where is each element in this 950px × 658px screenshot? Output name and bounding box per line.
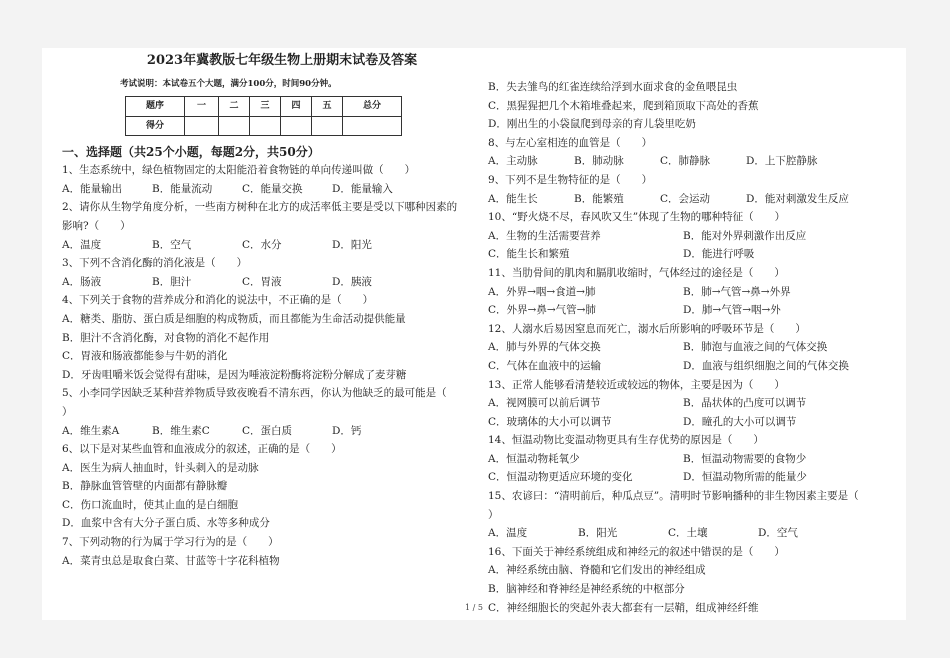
q12-options-row1 xyxy=(488,338,903,357)
q5-options xyxy=(62,422,472,441)
option: B．肺动脉 xyxy=(574,155,624,168)
option: C．胃液和肠液都能参与牛奶的消化 xyxy=(62,350,228,363)
option: C．玻璃体的大小可以调节 xyxy=(488,415,612,428)
question-14: 14、恒温动物比变温动物更具有生存优势的原因是（ ） xyxy=(488,434,764,447)
question-16: 16、下面关于神经系统组成和神经元的叙述中错误的是（ ） xyxy=(488,545,785,558)
section-heading: 一、选择题（共25个小题，每题2分，共50分） xyxy=(62,145,320,160)
option: C．黑猩猩把几个木箱堆叠起来，爬到箱顶取下高处的香蕉 xyxy=(488,99,759,112)
option: C．土壤 xyxy=(668,527,708,540)
option: D．能对刺激发生反应 xyxy=(746,192,849,205)
option: C．外界→鼻→气管→肺 xyxy=(488,304,596,317)
option: D．恒温动物所需的能量少 xyxy=(683,471,807,484)
score-table xyxy=(125,96,402,136)
score-cell: 四 xyxy=(281,97,312,117)
question-11: 11、当肋骨间的肌肉和膈肌收缩时，气体经过的途径是（ ） xyxy=(488,266,785,279)
q14-options-row1 xyxy=(488,450,903,469)
option: D．上下腔静脉 xyxy=(746,155,818,168)
score-cell: 总分 xyxy=(343,97,402,117)
score-cell: 一 xyxy=(185,97,219,117)
option: C．水分 xyxy=(242,238,282,251)
option: C．蛋白质 xyxy=(242,424,293,437)
q11-options-row2 xyxy=(488,301,903,320)
score-cell: 得分 xyxy=(126,116,185,136)
option: D．胰液 xyxy=(332,275,372,288)
score-input-cell xyxy=(281,116,312,136)
exam-page xyxy=(42,48,906,620)
option: A．能生长 xyxy=(488,192,538,205)
option: A．菜青虫总是取食白菜、甘蓝等十字花科植物 xyxy=(62,554,280,567)
option: A．糖类、脂肪、蛋白质是细胞的构成物质，而且都能为生命活动提供能量 xyxy=(62,312,406,325)
q3-options xyxy=(62,273,472,292)
option: C．神经细胞长的突起外表大都套有一层鞘，组成神经纤维 xyxy=(488,601,759,614)
question-5-cont: ） xyxy=(62,405,73,418)
option: A．神经系统由脑、脊髓和它们发出的神经组成 xyxy=(488,564,706,577)
option: D．阳光 xyxy=(332,238,372,251)
option: A．主动脉 xyxy=(488,155,538,168)
question-9: 9、下列不是生物特征的是（ ） xyxy=(488,173,653,186)
q11-options-row1 xyxy=(488,283,903,302)
option: D．能进行呼吸 xyxy=(683,248,755,261)
option: B．维生素C xyxy=(152,424,210,437)
question-6: 6、以下是对某些血管和血液成分的叙述，正确的是（ ） xyxy=(62,443,342,456)
question-10: 10、“野火烧不尽，春风吹又生”体现了生物的哪种特征（ ） xyxy=(488,211,786,224)
q9-options xyxy=(488,190,903,209)
score-cell: 二 xyxy=(219,97,250,117)
option: A．肠液 xyxy=(62,275,102,288)
option: A．视网膜可以前后调节 xyxy=(488,397,601,410)
question-15: 15、农谚曰：“清明前后，种瓜点豆”。清明时节影响播种的非生物因素主要是（ xyxy=(488,490,859,503)
option: B．胆汁不含消化酶，对食物的消化不起作用 xyxy=(62,331,270,344)
q2-options xyxy=(62,236,472,255)
question-8: 8、与左心室相连的血管是（ ） xyxy=(488,136,653,149)
option: B．能量流动 xyxy=(152,182,213,195)
score-input-cell xyxy=(250,116,281,136)
option: A．能量输出 xyxy=(62,182,123,195)
option: B．静脉血管管壁的内面都有静脉瓣 xyxy=(62,480,228,493)
question-5: 5、小李同学因缺乏某种营养物质导致夜晚看不清东西，你认为他缺乏的最可能是（ xyxy=(62,387,447,400)
option: D．牙齿咀嚼米饭会觉得有甜味，是因为唾液淀粉酶将淀粉分解成了麦芽糖 xyxy=(62,368,407,381)
option: B．肺泡与血液之间的气体交换 xyxy=(683,341,828,354)
page-number: 1 / 5 xyxy=(465,603,483,612)
option: C．恒温动物更适应环境的变化 xyxy=(488,471,633,484)
option: A．维生素A xyxy=(62,424,120,437)
question-13: 13、正常人能够看清楚较近或较远的物体，主要是因为（ ） xyxy=(488,378,785,391)
option: A．温度 xyxy=(488,527,528,540)
score-header-row xyxy=(126,97,402,117)
option: C．气体在血液中的运输 xyxy=(488,359,602,372)
option: C．伤口流血时，使其止血的是白细胞 xyxy=(62,498,239,511)
score-input-cell xyxy=(343,116,402,136)
question-1: 1、生态系统中，绿色植物固定的太阳能沿着食物链的单向传递叫做（ ） xyxy=(62,164,416,177)
option: A．外界→咽→食道→肺 xyxy=(488,285,596,298)
option: C．会运动 xyxy=(660,192,711,205)
q10-options-row2 xyxy=(488,245,903,264)
option: C．肺静脉 xyxy=(660,155,711,168)
q13-options-row1 xyxy=(488,394,903,413)
option: B．阳光 xyxy=(578,527,618,540)
score-value-row xyxy=(126,116,402,136)
question-2-cont: 影响?（ ） xyxy=(62,219,131,232)
right-column xyxy=(488,78,903,617)
score-input-cell xyxy=(312,116,343,136)
option: D．瞳孔的大小可以调节 xyxy=(683,415,797,428)
q10-options-row1 xyxy=(488,227,903,246)
question-15-cont: ） xyxy=(488,508,499,521)
q1-options xyxy=(62,180,472,199)
option: B．脑神经和脊神经是神经系统的中枢部分 xyxy=(488,583,685,596)
option: D．空气 xyxy=(758,527,798,540)
option: A．温度 xyxy=(62,238,102,251)
score-input-cell xyxy=(185,116,219,136)
score-cell: 五 xyxy=(312,97,343,117)
question-4: 4、下列关于食物的营养成分和消化的说法中，不正确的是（ ） xyxy=(62,294,374,307)
option: C．能量交换 xyxy=(242,182,303,195)
q14-options-row2 xyxy=(488,468,903,487)
q8-options xyxy=(488,152,903,171)
option: B．空气 xyxy=(152,238,192,251)
option: A．医生为病人抽血时，针头刺入的是动脉 xyxy=(62,461,259,474)
q13-options-row2 xyxy=(488,413,903,432)
left-column xyxy=(62,52,472,570)
score-input-cell xyxy=(219,116,250,136)
question-12: 12、人溺水后易因窒息而死亡，溺水后所影响的呼吸环节是（ ） xyxy=(488,322,806,335)
option: B．能繁殖 xyxy=(574,192,624,205)
page-title: 2023年冀教版七年级生物上册期末试卷及答案 xyxy=(146,53,418,68)
question-3: 3、下列不含消化酶的消化液是（ ） xyxy=(62,257,248,270)
option: C．能生长和繁殖 xyxy=(488,248,570,261)
question-2: 2、请你从生物学角度分析，一些南方树种在北方的成活率低主要是受以下哪种因素的 xyxy=(62,201,458,214)
option: D．钙 xyxy=(332,424,362,437)
option: D．血浆中含有大分子蛋白质、水等多种成分 xyxy=(62,517,270,530)
question-7: 7、下列动物的行为属于学习行为的是（ ） xyxy=(62,536,279,549)
option: D．血液与组织细胞之间的气体交换 xyxy=(683,359,849,372)
option: A．生物的生活需要营养 xyxy=(488,229,601,242)
option: A．恒温动物耗氧少 xyxy=(488,452,580,465)
q15-options xyxy=(488,524,903,543)
option: B．肺→气管→鼻→外界 xyxy=(683,285,791,298)
option: D．刚出生的小袋鼠爬到母亲的育儿袋里吃奶 xyxy=(488,118,696,131)
score-cell: 题序 xyxy=(126,97,185,117)
q12-options-row2 xyxy=(488,357,903,376)
option: D．能量输入 xyxy=(332,182,393,195)
exam-note: 考试说明：本试卷五个大题，满分100分，时间90分钟。 xyxy=(120,79,337,89)
option: A．肺与外界的气体交换 xyxy=(488,341,601,354)
option: B．晶状体的凸度可以调节 xyxy=(683,397,807,410)
option: B．能对外界刺激作出反应 xyxy=(683,229,807,242)
option: D．肺→气管→咽→外 xyxy=(683,304,781,317)
option: B．胆汁 xyxy=(152,275,192,288)
option: B．失去雏鸟的红雀连续给浮到水面求食的金鱼喂昆虫 xyxy=(488,81,738,93)
option: C．胃液 xyxy=(242,275,282,288)
option: B．恒温动物需要的食物少 xyxy=(683,452,807,465)
score-cell: 三 xyxy=(250,97,281,117)
